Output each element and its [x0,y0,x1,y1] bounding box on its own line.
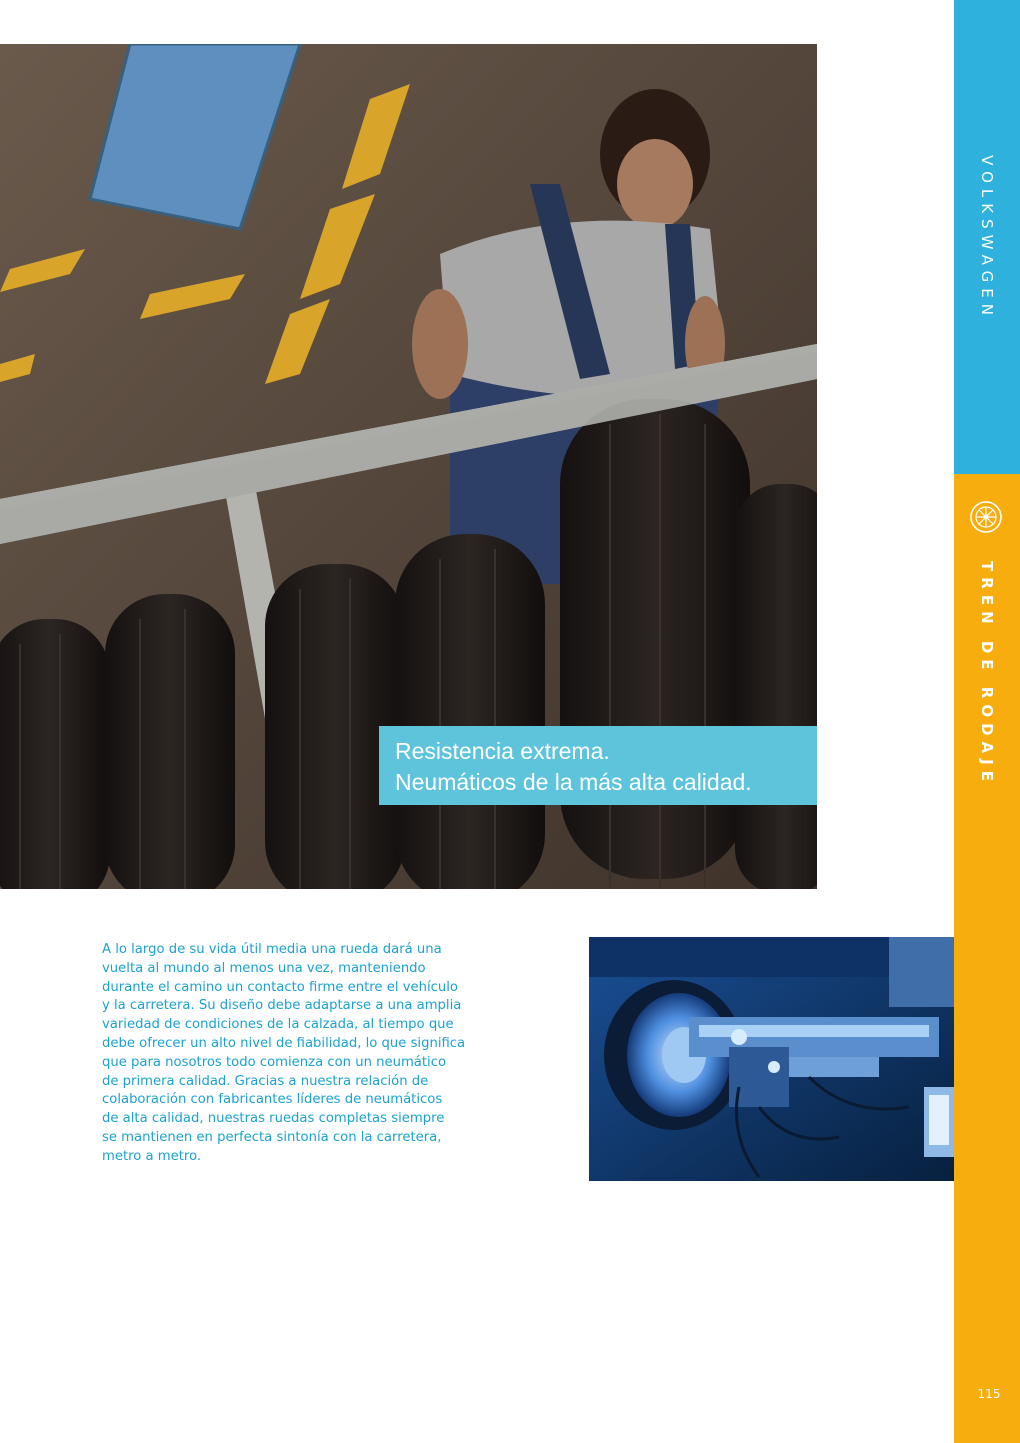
body-line: A lo largo de su vida útil media una rueda dará una [102,942,442,957]
tire-test-machine-photo [589,937,954,1181]
body-line: metro a metro. [102,1148,202,1164]
body-line: vuelta al mundo al menos una vez, manteniendo [102,960,426,976]
body-line: colaboración con fabricantes líderes de neumáticos [102,1092,443,1108]
body-line: debe ofrecer un alto nivel de fiabilidad, lo que significa [102,1035,466,1051]
body-line: se mantienen en perfecta sintonía con la carretera, [102,1129,442,1145]
test-machine-illustration [589,937,954,1181]
hero-photo [0,44,817,889]
section-label: TREN DE RODAJE [978,561,996,787]
body-line: variedad de condiciones de la calzada, al tiempo que [102,1017,454,1033]
hero-caption [379,726,817,805]
body-line: que para nosotros todo comienza con un neumático [102,1054,447,1070]
body-line: de alta calidad, nuestras ruedas completas siempre [102,1111,445,1127]
wheel-icon [969,500,1003,534]
page-number: 115 [977,1387,1001,1401]
caption-line-1: Resistencia extrema. [395,738,610,764]
body-line: de primera calidad. Gracias a nuestra relación de [102,1073,429,1089]
brand-label: VOLKSWAGEN [978,155,996,321]
body-line: y la carretera. Su diseño debe adaptarse a una amplia [102,998,462,1014]
caption-line-2: Neumáticos de la más alta calidad. [395,769,752,795]
body-line: durante el camino un contacto firme entre el vehículo [102,979,458,995]
body-paragraph [102,941,482,1167]
